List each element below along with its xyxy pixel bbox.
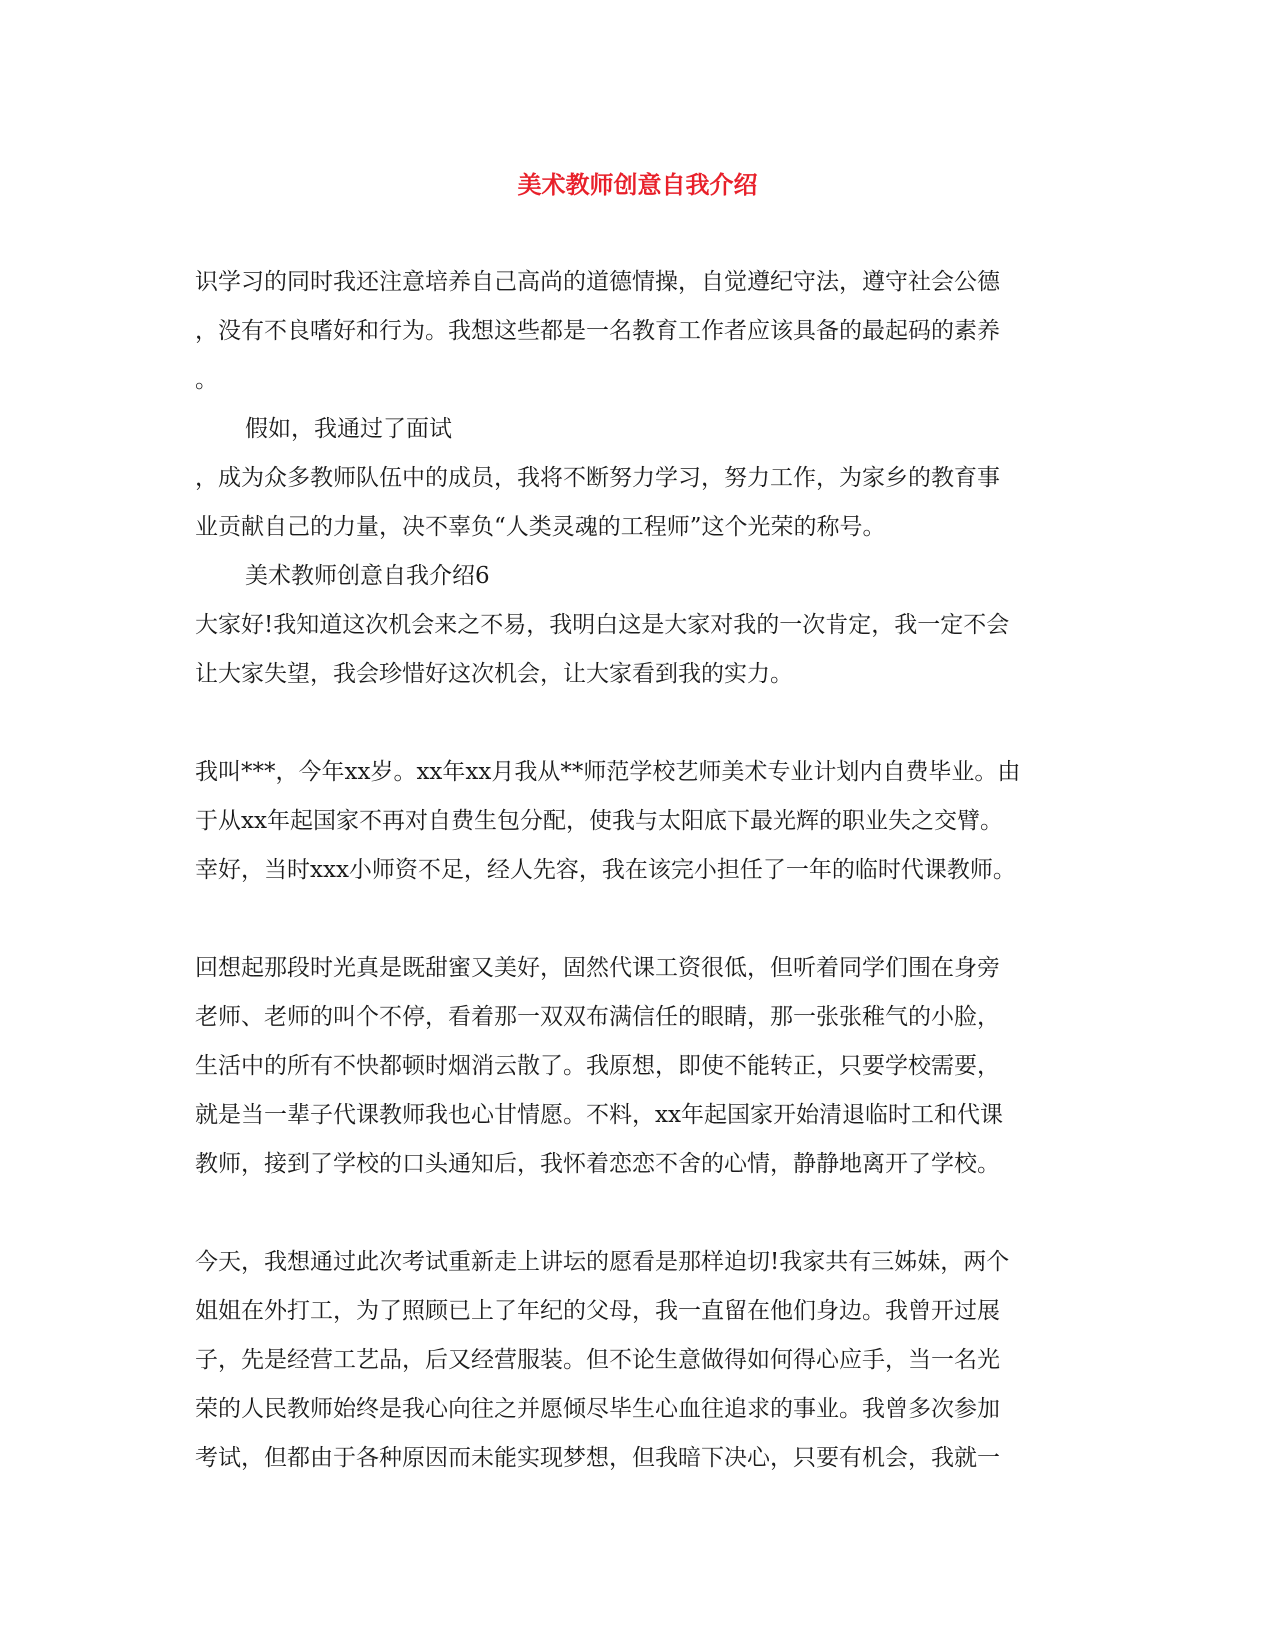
text-line: 教师，接到了学校的口头通知后，我怀着恋恋不舍的心情，静静地离开了学校。 [195,1151,1000,1177]
document-body [195,258,1085,1483]
text-line: 。 [195,367,218,393]
text-line: 我叫***，今年xx岁。xx年xx月我从**师范学校艺师美术专业计划内自费毕业。由 [195,759,1021,785]
text-line: 回想起那段时光真是既甜蜜又美好，固然代课工资很低，但听着同学们围在身旁 [195,955,1000,981]
text-line: ，没有不良嗜好和行为。我想这些都是一名教育工作者应该具备的最起码的素养 [195,318,1000,344]
paragraph-gap [195,895,1085,944]
text-line: 荣的人民教师始终是我心向往之并愿倾尽毕生心血往追求的事业。我曾多次参加 [195,1396,1000,1422]
paragraph-gap [195,699,1085,748]
text-line: 业贡献自己的力量，决不辜负“人类灵魂的工程师”这个光荣的称号。 [195,514,886,540]
document-title: 美术教师创意自我介绍 [517,171,758,199]
text-line: 识学习的同时我还注意培养自己高尚的道德情操，自觉遵纪守法，遵守社会公德 [195,269,1000,295]
text-line: 子，先是经营工艺品，后又经营服装。但不论生意做得如何得心应手，当一名光 [195,1347,1000,1373]
text-line: ，成为众多教师队伍中的成员，我将不断努力学习，努力工作，为家乡的教育事 [195,465,1000,491]
text-line: 幸好，当时xxx小师资不足，经人先容，我在该完小担任了一年的临时代课教师。 [195,857,1016,883]
section-heading: 美术教师创意自我介绍6 [245,563,490,589]
text-line: 于从xx年起国家不再对自费生包分配，使我与太阳底下最光辉的职业失之交臂。 [195,808,1003,834]
text-line: 考试，但都由于各种原因而未能实现梦想，但我暗下决心，只要有机会，我就一 [195,1445,1000,1471]
text-line: 今天，我想通过此次考试重新走上讲坛的愿看是那样迫切!我家共有三姊妹，两个 [195,1249,1010,1275]
text-line: 老师、老师的叫个不停，看着那一双双布满信任的眼睛，那一张张稚气的小脸， [195,1004,1000,1030]
text-line: 生活中的所有不快都顿时烟消云散了。我原想，即使不能转正，只要学校需要， [195,1053,1000,1079]
text-line: 大家好!我知道这次机会来之不易，我明白这是大家对我的一次肯定，我一定不会 [195,612,1010,638]
text-line: 让大家失望，我会珍惜好这次机会，让大家看到我的实力。 [195,661,793,687]
text-line: 姐姐在外打工，为了照顾已上了年纪的父母，我一直留在他们身边。我曾开过展 [195,1298,1000,1324]
text-line: 就是当一辈子代课教师我也心甘情愿。不料，xx年起国家开始清退临时工和代课 [195,1102,1003,1128]
paragraph-gap [195,1189,1085,1238]
text-line: 假如，我通过了面试 [245,416,452,442]
